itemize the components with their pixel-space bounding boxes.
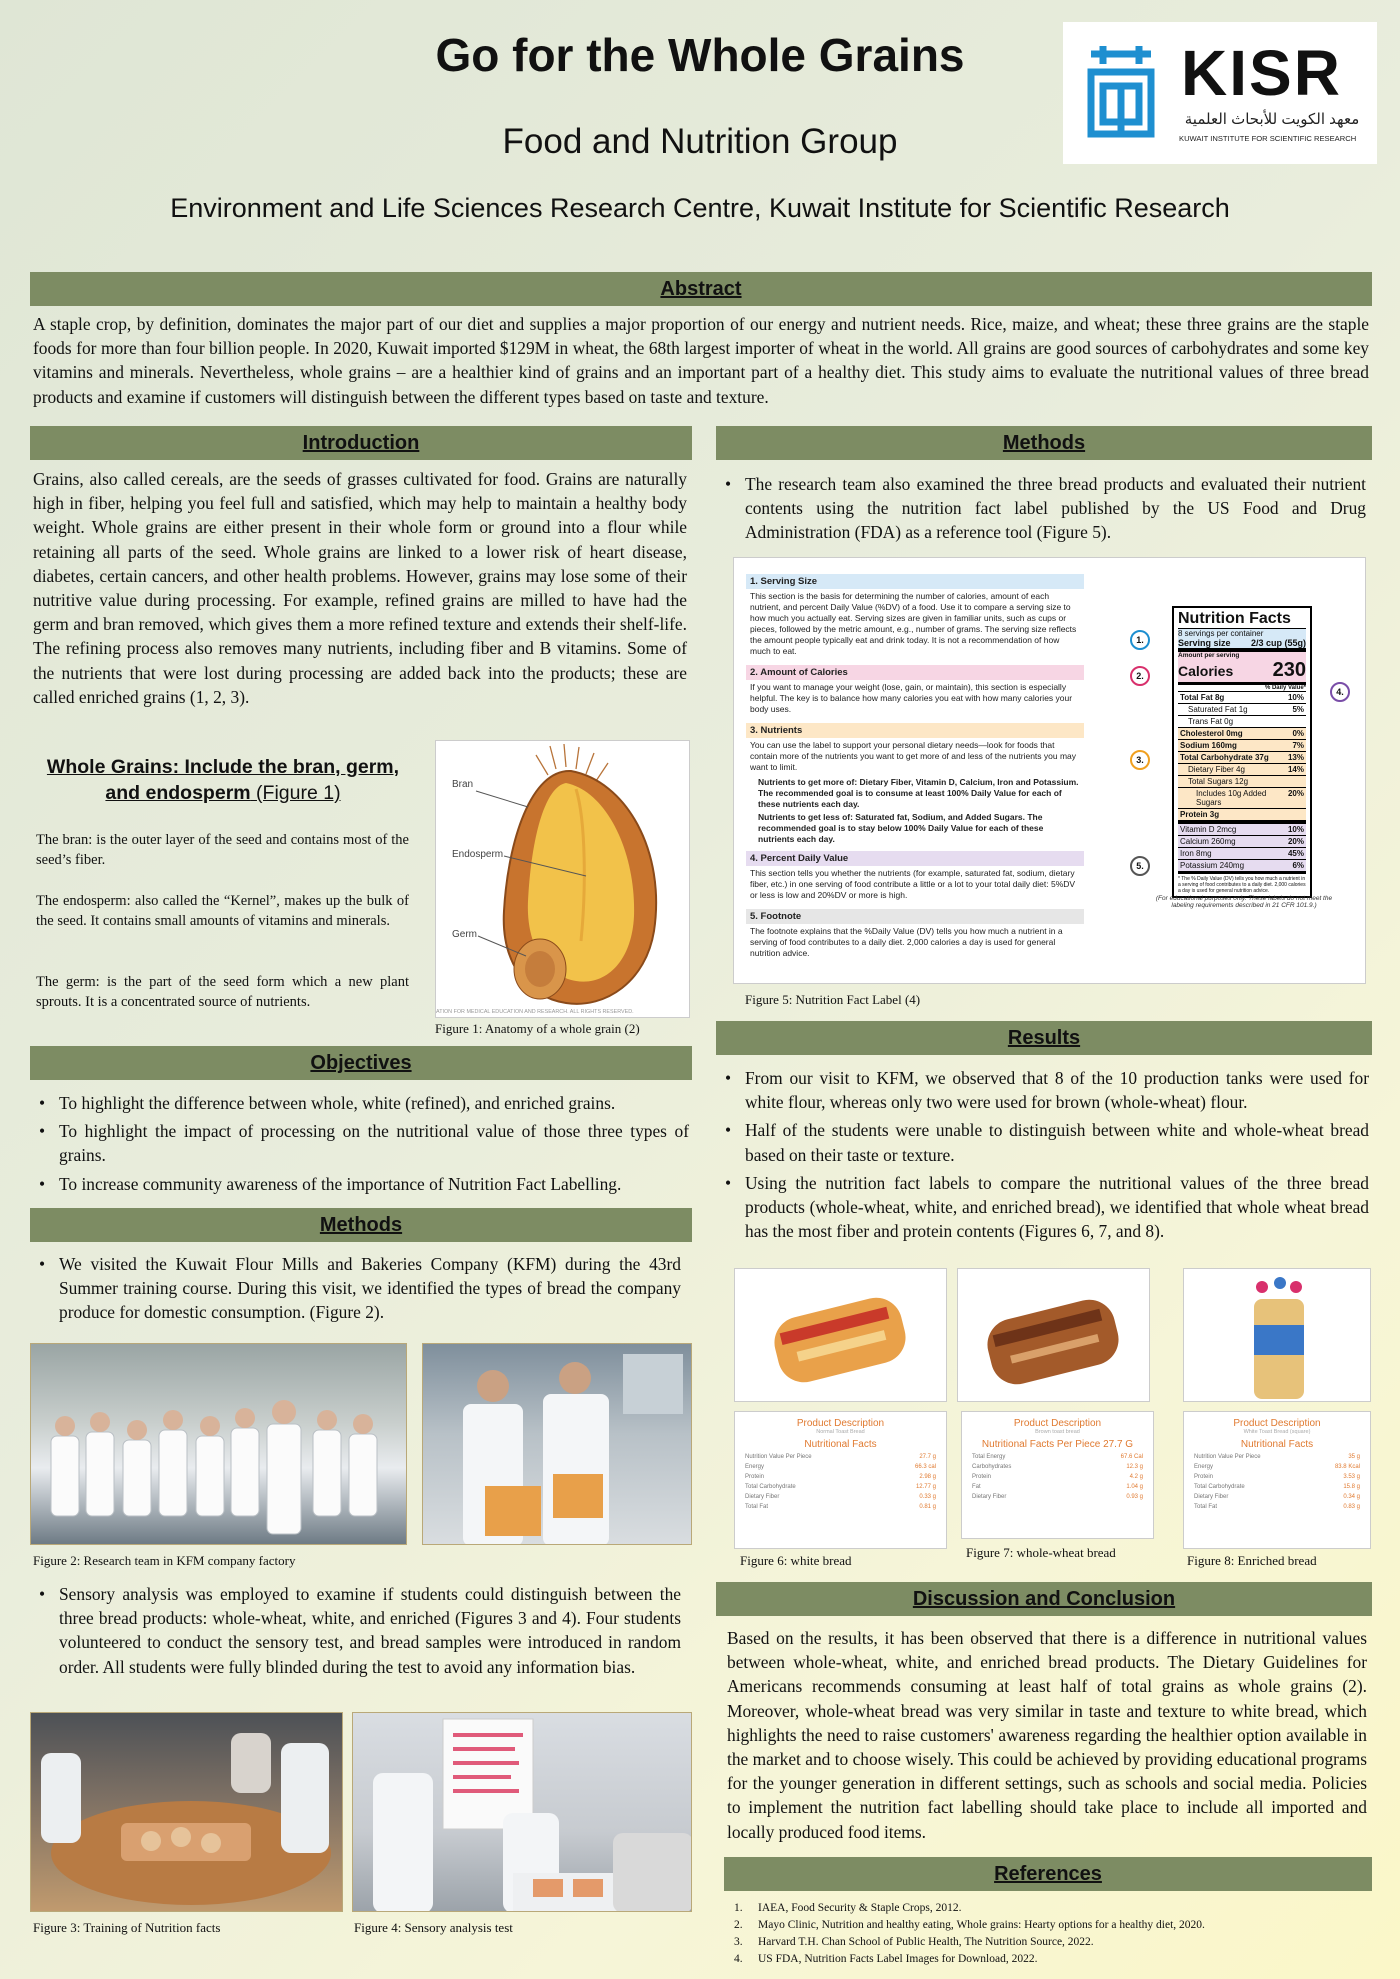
- objective-item: • To highlight the difference between whole, white (refined), and enriched grains.: [33, 1091, 689, 1115]
- product-sub: White Toast Bread (square): [1243, 1429, 1311, 1435]
- fig1-label-germ: Germ: [452, 929, 477, 940]
- figure6-product-facts: [734, 1411, 947, 1549]
- product-fact-value: 66.3 cal: [914, 1464, 936, 1470]
- nf-nutrient: Sodium 160mg: [1180, 741, 1237, 750]
- nf-marker-label: 1.: [1136, 635, 1144, 645]
- figure3-photo: [30, 1712, 343, 1912]
- nf-label-row: [1178, 727, 1306, 739]
- product-fact-value: 12.3 g: [1126, 1464, 1143, 1470]
- product-fact-label: Energy: [745, 1464, 765, 1470]
- product-sub: Normal Toast Bread: [816, 1429, 865, 1435]
- references-heading: References: [724, 1857, 1372, 1891]
- nf-servings: 8 servings per container: [1178, 629, 1306, 638]
- nf-marker-5: [1130, 856, 1150, 876]
- objective-item: • To highlight the impact of processing on the nutritional value of those three types of grains.: [33, 1119, 689, 1167]
- nf-marker-2: [1130, 666, 1150, 686]
- product-fact-value: 0.33 g: [919, 1494, 936, 1500]
- logo-english: KUWAIT INSTITUTE FOR SCIENTIFIC RESEARCH: [1179, 134, 1357, 143]
- nf-section-title: 4. Percent Daily Value: [746, 851, 1084, 866]
- nf-label-row: [1178, 715, 1306, 727]
- nf-section-title: 5. Footnote: [746, 909, 1084, 924]
- nf-nutrient: Dietary Fiber 4g: [1188, 765, 1245, 774]
- objective-item: • To increase community awareness of the importance of Nutrition Fact Labelling.: [33, 1172, 689, 1196]
- product-fact-row: [735, 1470, 946, 1480]
- poster-title: Go for the Whole Grains: [435, 29, 965, 81]
- nf-section-footnote: [746, 909, 1084, 961]
- nf-nutrient: Total Carbohydrate 37g: [1180, 753, 1269, 762]
- objectives-heading: Objectives: [30, 1046, 692, 1080]
- product-fact-value: 4.2 g: [1129, 1474, 1143, 1480]
- results-list: [719, 1066, 1369, 1247]
- nf-amount-per-serving: Amount per serving: [1178, 652, 1306, 659]
- nf-label-row: [1178, 763, 1306, 775]
- figure8-bread-image: [1183, 1268, 1371, 1402]
- nf-section-text: This section is the basis for determining the number of calories, amount of each nutrient, and percent Daily Value (%DV) of a food. Use it to compare a serving size to how much you actually eat. Serving sizes are given in familiar units, such as cups or pieces, followed by the metric amount, e.g., number of grams. The serving size reflects the amount people typically eat and drink today. It is not a recommendation of how much to eat.: [750, 591, 1077, 656]
- bran-text: The bran: is the outer layer of the seed and contains most of the seed’s fiber.: [36, 832, 409, 868]
- product-fact-label: Protein: [1194, 1474, 1214, 1480]
- nf-dv: 5%: [1292, 705, 1304, 714]
- product-fact-row: [962, 1490, 1153, 1500]
- product-rows: [735, 1450, 946, 1510]
- nf-dv: 0%: [1292, 729, 1304, 738]
- nf-label-row: [1178, 859, 1306, 871]
- kisr-emblem-icon: [1081, 42, 1161, 142]
- endosperm-text: The endosperm: also called the “Kernel”, makes up the bulk of the seed. It contains small amounts of vitamins and minerals.: [36, 893, 409, 929]
- whole-grains-heading: [33, 754, 413, 806]
- nf-calories-label: Calories: [1178, 663, 1234, 679]
- figure4-caption: Figure 4: Sensory analysis test: [354, 1920, 513, 1935]
- product-fact-value: 27.7 g: [919, 1454, 936, 1460]
- nf-bullet: Nutrients to get more of: Dietary Fiber, Vitamin D, Calcium, Iron and Potassium. The recommended goal is to consume at least 100% Daily Value for each of these nutrients each day.: [758, 777, 1079, 809]
- nf-section-title: 2. Amount of Calories: [746, 665, 1084, 680]
- nf-label-row: [1178, 739, 1306, 751]
- product-fact-value: 67.6 Cal: [1120, 1454, 1143, 1460]
- nf-dv: 13%: [1287, 753, 1304, 762]
- figure7-bread-image: [957, 1268, 1150, 1402]
- product-fact-row: [1184, 1460, 1370, 1470]
- methods-right-list: [719, 472, 1366, 549]
- nf-nutrient: Iron 8mg: [1180, 849, 1212, 858]
- methods-item: • We visited the Kuwait Flour Mills and Bakeries Company (KFM) during the 43rd Summer training course. During this visit, we identified the types of bread the company produce for domestic consumption. (Figure 2).: [33, 1252, 681, 1325]
- nf-label-row: [1178, 835, 1306, 847]
- whole-grains-ref: (Figure 1): [256, 782, 341, 804]
- references-list: [734, 1900, 1364, 1968]
- objectives-list: [33, 1091, 689, 1200]
- nf-calories-value: 230: [1272, 659, 1306, 681]
- nf-marker-4: [1330, 682, 1350, 702]
- whole-wheat-bread-icon: [958, 1269, 1150, 1402]
- nf-label-row: [1178, 751, 1306, 763]
- nf-dv: 6%: [1292, 861, 1304, 870]
- nf-dv: 7%: [1292, 741, 1304, 750]
- nf-rows: [1178, 691, 1306, 871]
- nf-nutrient: Total Sugars 12g: [1188, 777, 1249, 786]
- nf-serving-size-label: Serving size: [1178, 638, 1231, 648]
- product-fact-label: Dietary Fiber: [1194, 1494, 1229, 1500]
- logo-arabic: معهد الكويت للأبحاث العلمية: [1184, 111, 1360, 128]
- product-fact-value: 12.77 g: [915, 1484, 936, 1490]
- nf-label-box: [1172, 606, 1312, 898]
- reference-text: Mayo Clinic, Nutrition and healthy eating, Whole grains: Hearty options for a healthy diet, 2020.: [758, 1919, 1205, 1931]
- introduction-text: Grains, also called cereals, are the seeds of grasses cultivated for food. Grains are naturally high in fiber, helping you feel full and satisfied, which may help to maintain a healthy body weight. Whole grains are either present in their whole form or ground into a flour while retaining all parts of the seed. Whole grains are linked to a lower risk of heart disease, diabetes, certain cancers, and other health problems. However, grains may lose some of their nutritive value during processing. For example, refined grains are milled to have had the germ and bran removed, which gives them a more refined texture and extends their shelf-life. The refining process also removes many nutrients, including fiber and B vitamins. Some of the nutrients that were lost during processing are added back into the products; these are called enriched grains (1, 2, 3).: [33, 469, 687, 707]
- nf-section-title: 3. Nutrients: [746, 723, 1084, 738]
- nf-label-row: [1178, 808, 1306, 820]
- figure1-caption: Figure 1: Anatomy of a whole grain (2): [435, 1021, 640, 1036]
- nf-marker-label: 4.: [1336, 687, 1344, 697]
- figure4-photo: [352, 1712, 692, 1912]
- abstract-text: A staple crop, by definition, dominates the major part of our diet and supplies a major proportion of our energy and nutrient needs. Rice, maize, and wheat; these three grains are the staple foods for more than four billion people. In 2020, Kuwait imported $129M in wheat, the 68th largest importer of wheat in the world. All grains are good sources of carbohydrates and some key vitamins and minerals. Nevertheless, whole grains – are a healthier kind of grains and an important part of a healthy diet. This study aims to evaluate the nutritional values of three bread products and examine if customers will distinguish between the different types based on taste and texture.: [33, 314, 1369, 407]
- abstract-heading: Abstract: [30, 272, 1372, 306]
- nf-nutrient: Vitamin D 2mcg: [1180, 825, 1237, 834]
- nf-dv-header: % Daily Value*: [1264, 685, 1306, 691]
- reference-item: 1. IAEA, Food Security & Staple Crops, 2012.: [734, 1902, 962, 1914]
- nf-marker-3: [1130, 750, 1150, 770]
- figure7-caption: Figure 7: whole-wheat bread: [966, 1545, 1116, 1560]
- figure2-photo-boxes: [422, 1343, 692, 1545]
- white-bread-icon: [735, 1269, 947, 1402]
- team-silhouettes: [31, 1344, 407, 1545]
- nf-nutrient: Trans Fat 0g: [1188, 717, 1234, 726]
- figure5-caption: Figure 5: Nutrition Fact Label (4): [745, 992, 921, 1007]
- product-fact-row: [1184, 1500, 1370, 1510]
- product-fact-label: Fat: [972, 1484, 981, 1490]
- figure3-caption: Figure 3: Training of Nutrition facts: [33, 1920, 221, 1935]
- methods-right-heading: Methods: [716, 426, 1372, 460]
- nf-nutrient: Potassium 240mg: [1180, 861, 1245, 870]
- nf-marker-label: 3.: [1136, 755, 1144, 765]
- product-fact-label: Dietary Fiber: [745, 1494, 780, 1500]
- result-item: • From our visit to KFM, we observed that 8 of the 10 production tanks were used for white flour, whereas only two were used for brown (whole-wheat) flour.: [719, 1066, 1369, 1114]
- result-item: • Half of the students were unable to distinguish between white and whole-wheat bread based on their taste or texture.: [719, 1118, 1369, 1166]
- product-fact-label: Nutrition Value Per Piece: [745, 1454, 812, 1460]
- nf-label-row: [1178, 820, 1306, 835]
- product-facts-title: Nutritional Facts: [1240, 1439, 1314, 1450]
- enriched-bread-icon: [1184, 1269, 1371, 1402]
- product-fact-label: Carbohydrates: [972, 1464, 1012, 1470]
- product-rows: [1184, 1450, 1370, 1510]
- nf-dv: 14%: [1287, 765, 1304, 774]
- reference-text: IAEA, Food Security & Staple Crops, 2012.: [758, 1902, 962, 1914]
- nf-label-row: [1178, 703, 1306, 715]
- result-item: • Using the nutrition fact labels to compare the nutritional values of the three bread products (whole-wheat, white, and enriched bread), we identified that whole wheat bread has the most fiber and protein contents (Figures 6, 7, and 8).: [719, 1171, 1369, 1244]
- kisr-logo: [1063, 22, 1377, 164]
- nf-explainer: [746, 568, 1084, 961]
- logo-text: KISR: [1181, 37, 1342, 109]
- nf-section-text: This section tells you whether the nutrients (for example, saturated fat, sodium, dietary fiber, etc.) in one serving of food contribute a little or a lot to your total daily diet: 5%DV or less is low and 20%DV or more is high.: [750, 868, 1076, 900]
- nf-section-text: You can use the label to support your personal dietary needs—look for foods that contain more of the nutrients you want to get more of and less of the nutrients you may want to limit.: [750, 740, 1077, 772]
- product-facts-title: Nutritional Facts: [804, 1439, 877, 1450]
- nf-section-serving: [746, 574, 1084, 659]
- product-fact-value: 3.53 g: [1343, 1474, 1360, 1480]
- nf-section-dv: [746, 851, 1084, 903]
- product-fact-label: Total Energy: [972, 1454, 1006, 1460]
- nf-marker-label: 5.: [1136, 861, 1144, 871]
- nf-dv: 10%: [1287, 825, 1304, 834]
- figure8-product-facts: [1183, 1411, 1371, 1549]
- reference-text: US FDA, Nutrition Facts Label Images for Download, 2022.: [758, 1953, 1038, 1965]
- fig1-label-bran: Bran: [452, 779, 474, 790]
- product-fact-label: Dietary Fiber: [972, 1494, 1007, 1500]
- nf-marker-1: [1130, 630, 1150, 650]
- product-fact-value: 0.81 g: [919, 1504, 936, 1510]
- product-fact-value: 0.34 g: [1343, 1494, 1360, 1500]
- nf-nutrient: Protein 3g: [1180, 810, 1220, 819]
- product-fact-label: Protein: [745, 1474, 765, 1480]
- product-fact-value: 2.98 g: [919, 1474, 936, 1480]
- product-fact-row: [962, 1450, 1153, 1460]
- reference-item: 4. US FDA, Nutrition Facts Label Images for Download, 2022.: [734, 1953, 1038, 1965]
- figure5-nutrition-label: [733, 557, 1366, 984]
- product-fact-value: 0.93 g: [1126, 1494, 1143, 1500]
- nf-label-row: [1178, 787, 1306, 808]
- poster-subtitle: Food and Nutrition Group: [502, 122, 898, 161]
- nf-section-calories: [746, 665, 1084, 717]
- nf-section-text: If you want to manage your weight (lose, gain, or maintain), this section is especially helpful. The key is to balance how many calories you eat with how many calories your body uses.: [750, 682, 1073, 714]
- discussion-text: Based on the results, it has been observed that there is a difference in nutritional values between whole-wheat, white, and enriched bread products. The Dietary Guidelines for Americans recommends consuming at least half of total grains as whole grains (2). Moreover, whole-wheat bread was very similar in taste and texture to white bread, which highlights the need to raise customers' awareness regarding the healthier option available in the market and to choose wisely. This could be achieved by providing educational programs for the younger generation in different settings, such as schools and social media. Policies to implement the nutrition fact labelling should take place to include all imported and locally produced food items.: [727, 1628, 1367, 1842]
- nf-dv: 20%: [1287, 789, 1304, 798]
- nf-nutrient: Calcium 260mg: [1180, 837, 1236, 846]
- product-fact-value: 1.04 g: [1126, 1484, 1143, 1490]
- nf-serving-size-value: 2/3 cup (55g): [1250, 638, 1306, 648]
- reference-item: 3. Harvard T.H. Chan School of Public Health, The Nutrition Source, 2022.: [734, 1936, 1094, 1948]
- nf-serving-size-row: [1178, 638, 1306, 652]
- product-fact-label: Total Carbohydrate: [1194, 1484, 1245, 1490]
- product-fact-value: 15.8 g: [1343, 1484, 1360, 1490]
- nf-disclaimer: (For educational purposes only. These labels do not meet the labeling requirements described in 21 CFR 101.9.): [1155, 895, 1333, 909]
- figure8-caption: Figure 8: Enriched bread: [1187, 1553, 1317, 1568]
- methods-left-heading: Methods: [30, 1208, 692, 1242]
- product-desc: Product Description: [1233, 1418, 1321, 1429]
- product-fact-row: [735, 1460, 946, 1470]
- nf-bullet: Nutrients to get less of: Saturated fat, Sodium, and Added Sugars. The recommended goal is to stay below 100% Daily Value for each of these nutrients each day.: [758, 812, 1044, 844]
- product-fact-row: [1184, 1490, 1370, 1500]
- product-fact-row: [962, 1470, 1153, 1480]
- nf-label-row: [1178, 847, 1306, 859]
- product-fact-label: Nutrition Value Per Piece: [1194, 1454, 1261, 1460]
- table-with-bread: [31, 1713, 343, 1912]
- product-fact-row: [1184, 1480, 1370, 1490]
- product-fact-value: 0.83 g: [1343, 1504, 1360, 1510]
- product-fact-value: 35 g: [1348, 1454, 1360, 1460]
- product-fact-row: [962, 1480, 1153, 1490]
- nf-label-row: [1178, 691, 1306, 703]
- product-fact-label: Energy: [1194, 1464, 1214, 1470]
- fig1-label-endosperm: Endosperm: [452, 849, 504, 860]
- nf-dv: 20%: [1287, 837, 1304, 846]
- nf-label-footnote: * The % Daily Value (DV) tells you how much a nutrient in a serving of food contributes to a daily diet. 2,000 calories a day is used for general nutrition advice.: [1178, 871, 1306, 894]
- figure2-caption: Figure 2: Research team in KFM company factory: [33, 1553, 296, 1568]
- introduction-heading: Introduction: [30, 426, 692, 460]
- product-fact-row: [1184, 1450, 1370, 1460]
- figure7-product-facts: [961, 1411, 1154, 1539]
- product-fact-value: 83.8 Kcal: [1334, 1464, 1360, 1470]
- reference-item: 2. Mayo Clinic, Nutrition and healthy eating, Whole grains: Hearty options for a healthy diet, 2020.: [734, 1919, 1205, 1931]
- discussion-heading: Discussion and Conclusion: [716, 1582, 1372, 1616]
- figure1-grain-anatomy: [435, 740, 690, 1018]
- methods-item: • Sensory analysis was employed to examine if students could distinguish between the three bread products: whole-wheat, white, and enriched (Figures 3 and 4). Four students volunteered to conduct the sensory test, and bread samples were introduced in random order. All students were fully blinded during the test to avoid any information bias.: [33, 1582, 681, 1679]
- results-heading: Results: [716, 1021, 1372, 1055]
- nf-nutrient: Includes 10g Added Sugars: [1196, 789, 1267, 807]
- product-rows: [962, 1450, 1153, 1500]
- nf-nutrient: Cholesterol 0mg: [1180, 729, 1243, 738]
- nf-section-text: The footnote explains that the %Daily Value (DV) tells you how much a nutrient in a serving of food contributes to a daily diet. 2,000 calories a day is used for general nutrition advice.: [750, 926, 1063, 958]
- whole-grains-title: Whole Grains: Include the bran, germ, and endosperm: [46, 756, 400, 804]
- nf-label-row: [1178, 775, 1306, 787]
- nf-marker-label: 2.: [1136, 671, 1144, 681]
- nf-nutrient: Total Fat 8g: [1180, 693, 1225, 702]
- product-fact-label: Protein: [972, 1474, 992, 1480]
- sensory-test-scene: [353, 1713, 692, 1912]
- germ-text: The germ: is the part of the seed form which a new plant sprouts. It is a concentrated source of nutrients.: [36, 974, 409, 1010]
- nf-dv: 45%: [1287, 849, 1304, 858]
- figure6-caption: Figure 6: white bread: [740, 1553, 852, 1568]
- product-sub: Brown toast bread: [1035, 1429, 1080, 1435]
- product-desc: Product Description: [796, 1418, 885, 1429]
- nf-dv: 10%: [1287, 693, 1304, 702]
- methods-left-list-2: [33, 1582, 681, 1683]
- men-with-boxes: [423, 1344, 692, 1545]
- reference-text: Harvard T.H. Chan School of Public Health, The Nutrition Source, 2022.: [758, 1936, 1094, 1948]
- product-fact-row: [735, 1450, 946, 1460]
- nf-section-nutrients: [746, 723, 1084, 845]
- product-desc: Product Description: [1013, 1418, 1102, 1429]
- product-fact-label: Total Carbohydrate: [745, 1484, 796, 1490]
- nf-label-title: Nutrition Facts: [1178, 610, 1306, 629]
- product-fact-row: [962, 1460, 1153, 1470]
- nf-nutrient: Saturated Fat 1g: [1188, 705, 1248, 714]
- figure6-bread-image: [734, 1268, 947, 1402]
- product-fact-row: [735, 1500, 946, 1510]
- product-facts-title: Nutritional Facts Per Piece 27.7 G: [981, 1439, 1134, 1450]
- product-fact-label: Total Fat: [745, 1504, 769, 1510]
- product-fact-row: [735, 1480, 946, 1490]
- nf-section-title: 1. Serving Size: [746, 574, 1084, 589]
- fig1-watermark: ATION FOR MEDICAL EDUCATION AND RESEARCH. ALL RIGHTS RESERVED.: [436, 1009, 634, 1015]
- grain-illustration: [436, 741, 690, 1018]
- nf-calories-row: [1178, 659, 1306, 685]
- product-fact-row: [735, 1490, 946, 1500]
- product-fact-row: [1184, 1470, 1370, 1480]
- poster-affiliation: Environment and Life Sciences Research Centre, Kuwait Institute for Scientific Research: [170, 193, 1230, 223]
- figure2-photo-team: [30, 1343, 407, 1545]
- product-fact-label: Total Fat: [1194, 1504, 1218, 1510]
- methods-item: • The research team also examined the three bread products and evaluated their nutrient contents using the nutrition fact label published by the US Food and Drug Administration (FDA) as a reference tool (Figure 5).: [719, 472, 1366, 545]
- methods-left-list: [33, 1252, 681, 1329]
